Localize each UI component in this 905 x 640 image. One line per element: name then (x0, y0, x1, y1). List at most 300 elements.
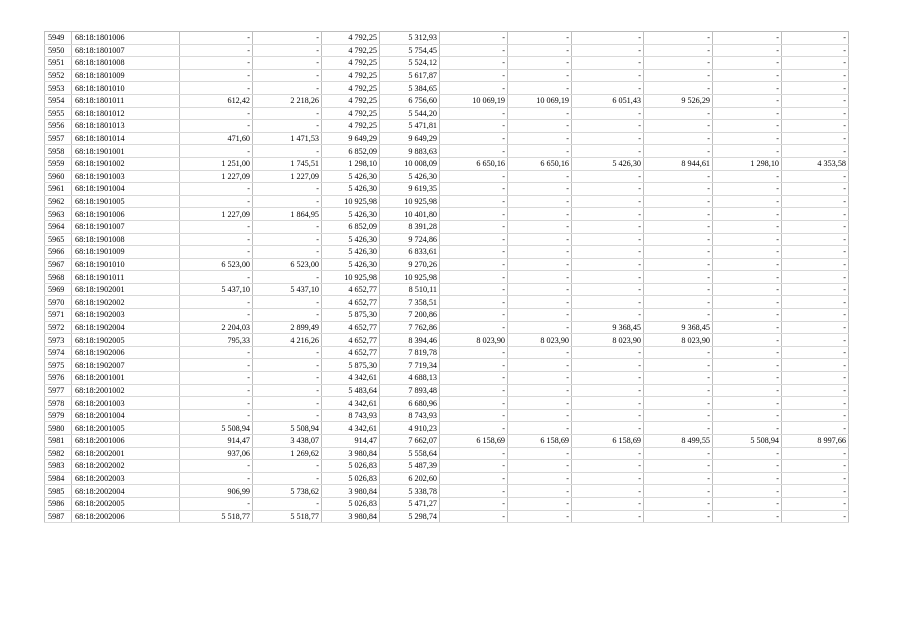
value-cell: - (572, 422, 644, 435)
cadastral-code-cell: 68:18:1902001 (72, 283, 180, 296)
value-cell: - (713, 246, 782, 259)
row-number-cell: 5967 (45, 258, 72, 271)
value-cell: 5 754,45 (380, 44, 440, 57)
value-cell: - (713, 372, 782, 385)
value-cell: - (713, 183, 782, 196)
value-cell: - (644, 409, 713, 422)
value-cell: - (440, 145, 508, 158)
row-number-cell: 5966 (45, 246, 72, 259)
value-cell: - (253, 233, 322, 246)
value-cell: - (713, 321, 782, 334)
value-cell: - (644, 208, 713, 221)
value-cell: 8 944,61 (644, 157, 713, 170)
value-cell: - (782, 195, 849, 208)
value-cell: - (713, 32, 782, 45)
value-cell: - (253, 460, 322, 473)
value-cell: - (508, 32, 572, 45)
value-cell: - (782, 497, 849, 510)
value-cell: 8 743,93 (322, 409, 380, 422)
value-cell: - (508, 359, 572, 372)
value-cell: - (508, 208, 572, 221)
row-number-cell: 5956 (45, 120, 72, 133)
value-cell: - (180, 183, 253, 196)
cadastral-code-cell: 68:18:1801006 (72, 32, 180, 45)
value-cell: - (713, 283, 782, 296)
value-cell: - (253, 497, 322, 510)
value-cell: - (440, 472, 508, 485)
row-number-cell: 5973 (45, 334, 72, 347)
value-cell: - (253, 195, 322, 208)
row-number-cell: 5961 (45, 183, 72, 196)
value-cell: - (508, 57, 572, 70)
table-row (45, 157, 849, 170)
row-number-cell: 5985 (45, 485, 72, 498)
cadastral-code-cell: 68:18:2002004 (72, 485, 180, 498)
value-cell: - (440, 183, 508, 196)
value-cell: - (180, 372, 253, 385)
table-row (45, 283, 849, 296)
value-cell: 6 202,60 (380, 472, 440, 485)
value-cell: - (572, 183, 644, 196)
value-cell: - (508, 472, 572, 485)
value-cell: - (508, 309, 572, 322)
value-cell: 10 925,98 (322, 271, 380, 284)
value-cell: - (508, 195, 572, 208)
value-cell: 4 353,58 (782, 157, 849, 170)
row-number-cell: 5971 (45, 309, 72, 322)
table-row (45, 208, 849, 221)
value-cell: 7 662,07 (380, 435, 440, 448)
table-row (45, 220, 849, 233)
value-cell: - (782, 145, 849, 158)
value-cell: - (782, 346, 849, 359)
value-cell: - (782, 447, 849, 460)
value-cell: - (644, 485, 713, 498)
value-cell: - (440, 346, 508, 359)
row-number-cell: 5980 (45, 422, 72, 435)
value-cell: - (644, 132, 713, 145)
value-cell: - (572, 397, 644, 410)
value-cell: 10 401,80 (380, 208, 440, 221)
value-cell: - (782, 460, 849, 473)
table-row (45, 258, 849, 271)
value-cell: - (253, 472, 322, 485)
value-cell: 9 883,63 (380, 145, 440, 158)
value-cell: 8 499,55 (644, 435, 713, 448)
value-cell: - (440, 233, 508, 246)
value-cell: - (782, 296, 849, 309)
row-number-cell: 5955 (45, 107, 72, 120)
row-number-cell: 5952 (45, 69, 72, 82)
value-cell: - (644, 372, 713, 385)
value-cell: - (782, 384, 849, 397)
row-number-cell: 5981 (45, 435, 72, 448)
value-cell: - (440, 120, 508, 133)
value-cell: - (713, 132, 782, 145)
value-cell: - (572, 57, 644, 70)
table-row (45, 183, 849, 196)
row-number-cell: 5976 (45, 372, 72, 385)
value-cell: - (572, 346, 644, 359)
value-cell: 5 426,30 (380, 170, 440, 183)
row-number-cell: 5986 (45, 497, 72, 510)
table-row (45, 170, 849, 183)
value-cell: - (440, 195, 508, 208)
value-cell: 5 384,65 (380, 82, 440, 95)
value-cell: - (782, 472, 849, 485)
value-cell: 9 270,26 (380, 258, 440, 271)
value-cell: - (508, 296, 572, 309)
cadastral-code-cell: 68:18:1901005 (72, 195, 180, 208)
value-cell: - (782, 485, 849, 498)
value-cell: - (644, 246, 713, 259)
value-cell: - (253, 145, 322, 158)
value-cell: - (180, 346, 253, 359)
value-cell: - (253, 397, 322, 410)
table-row (45, 32, 849, 45)
value-cell: 795,33 (180, 334, 253, 347)
value-cell: - (572, 258, 644, 271)
row-number-cell: 5958 (45, 145, 72, 158)
value-cell: - (572, 271, 644, 284)
value-cell: 8 023,90 (440, 334, 508, 347)
value-cell: - (508, 485, 572, 498)
value-cell: - (440, 510, 508, 523)
value-cell: - (508, 145, 572, 158)
value-cell: - (782, 271, 849, 284)
value-cell: - (180, 397, 253, 410)
value-cell: 5 471,81 (380, 120, 440, 133)
table-row (45, 384, 849, 397)
value-cell: 3 980,84 (322, 485, 380, 498)
value-cell: - (782, 120, 849, 133)
value-cell: - (782, 372, 849, 385)
value-cell: - (644, 422, 713, 435)
value-cell: 4 792,25 (322, 57, 380, 70)
value-cell: - (572, 69, 644, 82)
value-cell: 1 251,00 (180, 157, 253, 170)
row-number-cell: 5969 (45, 283, 72, 296)
value-cell: 5 437,10 (253, 283, 322, 296)
value-cell: 4 792,25 (322, 32, 380, 45)
value-cell: - (713, 170, 782, 183)
value-cell: - (713, 334, 782, 347)
cadastral-code-cell: 68:18:2002001 (72, 447, 180, 460)
value-cell: - (180, 384, 253, 397)
cadastral-code-cell: 68:18:2002003 (72, 472, 180, 485)
value-cell: 5 617,87 (380, 69, 440, 82)
value-cell: - (713, 510, 782, 523)
value-cell: 2 218,26 (253, 94, 322, 107)
value-cell: - (508, 397, 572, 410)
value-cell: 1 227,09 (180, 208, 253, 221)
value-cell: - (644, 183, 713, 196)
value-cell: - (180, 145, 253, 158)
value-cell: 5 026,83 (322, 472, 380, 485)
value-cell: - (180, 82, 253, 95)
value-cell: - (572, 485, 644, 498)
value-cell: 937,06 (180, 447, 253, 460)
value-cell: - (180, 220, 253, 233)
value-cell: - (253, 120, 322, 133)
value-cell: - (440, 208, 508, 221)
cadastral-code-cell: 68:18:1902004 (72, 321, 180, 334)
value-cell: - (644, 384, 713, 397)
value-cell: - (572, 145, 644, 158)
table-row (45, 447, 849, 460)
value-cell: 5 426,30 (322, 233, 380, 246)
value-cell: - (713, 107, 782, 120)
value-cell: - (572, 372, 644, 385)
table-row (45, 359, 849, 372)
table-row (45, 233, 849, 246)
value-cell: - (440, 460, 508, 473)
value-cell: - (644, 460, 713, 473)
value-cell: 5 558,64 (380, 447, 440, 460)
value-cell: - (713, 447, 782, 460)
table-row (45, 485, 849, 498)
value-cell: - (572, 472, 644, 485)
cadastral-code-cell: 68:18:1801010 (72, 82, 180, 95)
value-cell: - (782, 233, 849, 246)
value-cell: 8 023,90 (572, 334, 644, 347)
value-cell: - (782, 359, 849, 372)
row-number-cell: 5979 (45, 409, 72, 422)
value-cell: 10 925,98 (380, 271, 440, 284)
value-cell: 10 925,98 (322, 195, 380, 208)
cadastral-code-cell: 68:18:2001001 (72, 372, 180, 385)
value-cell: - (440, 271, 508, 284)
value-cell: 8 997,66 (782, 435, 849, 448)
value-cell: - (572, 359, 644, 372)
value-cell: - (713, 145, 782, 158)
value-cell: - (440, 69, 508, 82)
value-cell: 4 792,25 (322, 107, 380, 120)
cadastral-code-cell: 68:18:1901010 (72, 258, 180, 271)
value-cell: - (644, 497, 713, 510)
value-cell: - (572, 195, 644, 208)
value-cell: 4 342,61 (322, 422, 380, 435)
value-cell: - (713, 472, 782, 485)
cadastral-code-cell: 68:18:1801007 (72, 44, 180, 57)
value-cell: 914,47 (322, 435, 380, 448)
value-cell: - (253, 359, 322, 372)
value-cell: - (782, 409, 849, 422)
value-cell: - (572, 409, 644, 422)
value-cell: 5 026,83 (322, 497, 380, 510)
value-cell: - (253, 32, 322, 45)
value-cell: - (572, 246, 644, 259)
value-cell: - (253, 309, 322, 322)
value-cell: 3 980,84 (322, 447, 380, 460)
cadastral-code-cell: 68:18:1901009 (72, 246, 180, 259)
table-row (45, 107, 849, 120)
value-cell: - (180, 246, 253, 259)
cadastral-code-cell: 68:18:2001002 (72, 384, 180, 397)
value-cell: - (713, 309, 782, 322)
cadastral-code-cell: 68:18:2002005 (72, 497, 180, 510)
value-cell: 5 471,27 (380, 497, 440, 510)
row-number-cell: 5983 (45, 460, 72, 473)
table-row (45, 409, 849, 422)
value-cell: 5 544,20 (380, 107, 440, 120)
value-cell: - (572, 460, 644, 473)
row-number-cell: 5960 (45, 170, 72, 183)
value-cell: - (253, 82, 322, 95)
value-cell: 4 792,25 (322, 82, 380, 95)
value-cell: - (644, 44, 713, 57)
value-cell: - (508, 246, 572, 259)
value-cell: - (713, 120, 782, 133)
value-cell: 6 852,09 (322, 145, 380, 158)
value-cell: - (440, 359, 508, 372)
cadastral-code-cell: 68:18:1902002 (72, 296, 180, 309)
value-cell: - (508, 346, 572, 359)
value-cell: 5 518,77 (253, 510, 322, 523)
cadastral-code-cell: 68:18:1901007 (72, 220, 180, 233)
value-cell: - (508, 271, 572, 284)
value-cell: - (253, 271, 322, 284)
value-cell: 3 438,07 (253, 435, 322, 448)
cadastral-code-cell: 68:18:1801014 (72, 132, 180, 145)
table-row (45, 195, 849, 208)
value-cell: - (508, 258, 572, 271)
value-cell: 9 368,45 (572, 321, 644, 334)
value-cell: - (440, 409, 508, 422)
row-number-cell: 5951 (45, 57, 72, 70)
value-cell: - (572, 132, 644, 145)
cadastral-code-cell: 68:18:2001005 (72, 422, 180, 435)
row-number-cell: 5972 (45, 321, 72, 334)
table-row (45, 497, 849, 510)
value-cell: - (782, 220, 849, 233)
cadastral-code-cell: 68:18:1901001 (72, 145, 180, 158)
value-cell: - (508, 409, 572, 422)
value-cell: - (253, 346, 322, 359)
value-cell: - (713, 497, 782, 510)
value-cell: 7 358,51 (380, 296, 440, 309)
value-cell: - (644, 447, 713, 460)
value-cell: 1 298,10 (322, 157, 380, 170)
value-cell: - (572, 233, 644, 246)
cadastral-code-cell: 68:18:1901006 (72, 208, 180, 221)
cadastral-code-cell: 68:18:1801011 (72, 94, 180, 107)
value-cell: 8 394,46 (380, 334, 440, 347)
value-cell: - (180, 472, 253, 485)
value-cell: - (180, 44, 253, 57)
value-cell: 1 471,53 (253, 132, 322, 145)
value-cell: - (508, 321, 572, 334)
value-cell: 2 899,49 (253, 321, 322, 334)
value-cell: - (644, 170, 713, 183)
value-cell: - (440, 82, 508, 95)
cadastral-code-cell: 68:18:1801012 (72, 107, 180, 120)
value-cell: 5 508,94 (180, 422, 253, 435)
table-row (45, 510, 849, 523)
value-cell: - (782, 309, 849, 322)
value-cell: 471,60 (180, 132, 253, 145)
value-cell: 9 649,29 (380, 132, 440, 145)
cadastral-code-cell: 68:18:1901011 (72, 271, 180, 284)
value-cell: - (644, 233, 713, 246)
value-cell: - (508, 69, 572, 82)
value-cell: - (440, 57, 508, 70)
cadastral-code-cell: 68:18:1801013 (72, 120, 180, 133)
value-cell: - (782, 44, 849, 57)
value-cell: 7 719,34 (380, 359, 440, 372)
value-cell: - (782, 208, 849, 221)
value-cell: - (440, 283, 508, 296)
value-cell: - (180, 409, 253, 422)
value-cell: 5 738,62 (253, 485, 322, 498)
value-cell: 9 526,29 (644, 94, 713, 107)
value-cell: - (713, 94, 782, 107)
value-cell: - (180, 57, 253, 70)
value-cell: 9 368,45 (644, 321, 713, 334)
value-cell: - (713, 409, 782, 422)
value-cell: 9 724,86 (380, 233, 440, 246)
value-cell: - (180, 271, 253, 284)
value-cell: - (713, 57, 782, 70)
value-cell: - (572, 497, 644, 510)
value-cell: - (713, 44, 782, 57)
value-cell: 6 756,60 (380, 94, 440, 107)
value-cell: - (253, 296, 322, 309)
value-cell: - (508, 510, 572, 523)
value-cell: - (572, 44, 644, 57)
value-cell: 9 619,35 (380, 183, 440, 196)
value-cell: - (644, 271, 713, 284)
value-cell: 6 523,00 (253, 258, 322, 271)
value-cell: - (508, 447, 572, 460)
value-cell: - (440, 447, 508, 460)
value-cell: - (253, 246, 322, 259)
value-cell: 1 227,09 (180, 170, 253, 183)
value-cell: - (713, 220, 782, 233)
row-number-cell: 5965 (45, 233, 72, 246)
value-cell: - (782, 246, 849, 259)
value-cell: - (713, 460, 782, 473)
value-cell: 10 069,19 (440, 94, 508, 107)
value-cell: - (508, 120, 572, 133)
value-cell: - (782, 510, 849, 523)
value-cell: - (180, 309, 253, 322)
cadastral-code-cell: 68:18:1901008 (72, 233, 180, 246)
value-cell: - (180, 296, 253, 309)
value-cell: - (713, 271, 782, 284)
value-cell: - (713, 195, 782, 208)
value-cell: - (782, 94, 849, 107)
value-cell: - (713, 359, 782, 372)
value-cell: 5 508,94 (253, 422, 322, 435)
value-cell: 7 819,78 (380, 346, 440, 359)
row-number-cell: 5959 (45, 157, 72, 170)
value-cell: - (782, 69, 849, 82)
value-cell: 4 342,61 (322, 372, 380, 385)
value-cell: 7 893,48 (380, 384, 440, 397)
value-cell: - (572, 220, 644, 233)
value-cell: 4 792,25 (322, 69, 380, 82)
row-number-cell: 5987 (45, 510, 72, 523)
value-cell: - (253, 69, 322, 82)
value-cell: - (713, 296, 782, 309)
table-row (45, 296, 849, 309)
value-cell: - (440, 497, 508, 510)
value-cell: 1 745,51 (253, 157, 322, 170)
value-cell: - (644, 397, 713, 410)
row-number-cell: 5977 (45, 384, 72, 397)
value-cell: - (253, 220, 322, 233)
